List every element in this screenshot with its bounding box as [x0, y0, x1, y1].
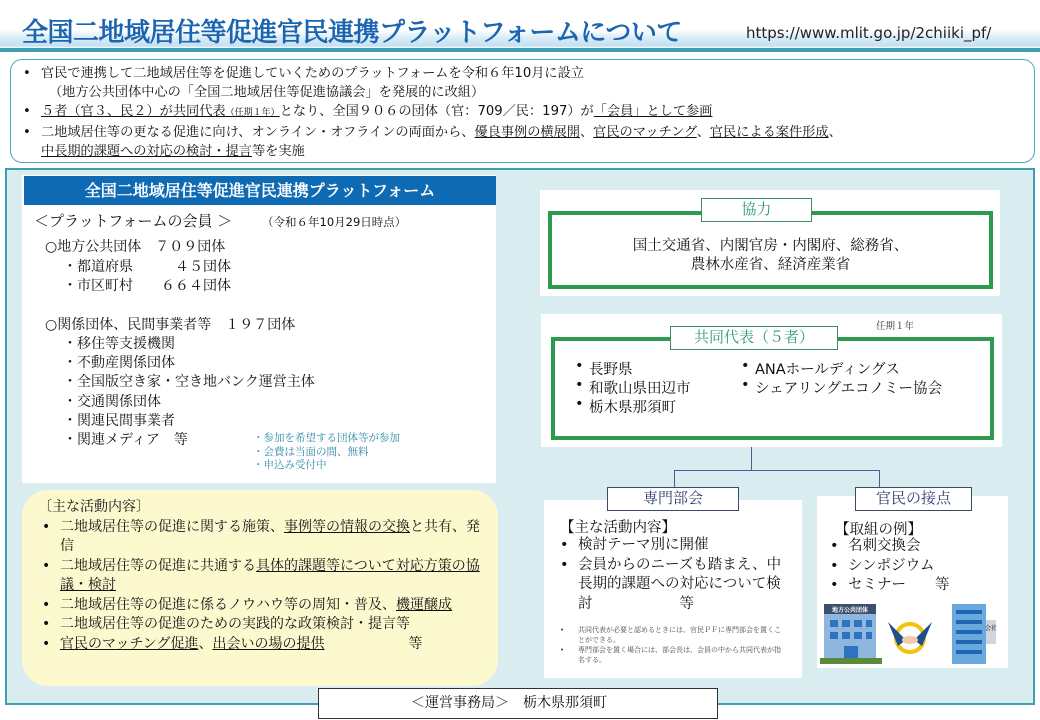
summary-line: [19, 83, 1026, 102]
contact-item: • シンポジウム: [826, 557, 1006, 577]
text-segment: 等を実施: [252, 144, 305, 159]
member-category: ・移住等支援機関: [63, 336, 175, 352]
text-segment: となり、全国９０６の団体（官：709／民：197）が: [279, 104, 594, 119]
connector: [674, 470, 880, 471]
committee-items: [556, 536, 792, 614]
text-segment: （地方公共団体中心の「全国二地域居住等促進協議会」を発展的に改組）: [49, 85, 485, 100]
contact-items: [826, 537, 1006, 596]
committee-notes: [556, 625, 786, 665]
text-segment: 、: [828, 125, 842, 140]
contact-item: • セミナー 等: [826, 576, 1006, 596]
committee-item: • 会員からのニーズも踏まえ、中長期的課題への対応について検討 等: [556, 556, 792, 615]
private-count: ○関係団体、民間事業者等 １９７団体: [45, 317, 296, 333]
member-category: ・交通関係団体: [63, 393, 161, 410]
connector: [674, 470, 675, 488]
activity-item: [38, 635, 484, 655]
member-note: ・申込み受付中: [253, 459, 327, 471]
member-category: ・関連メディア 等: [63, 432, 188, 448]
underlined-text: 事例等の情報の交換: [284, 518, 410, 535]
local-gov-count: ○地方公共団体 ７０９団体: [45, 239, 226, 255]
committee-note: • 共同代表が必要と認めるときには、官民ＰＦに専門部会を置くことができる。: [556, 625, 786, 645]
as-of-date: （令和６年10月29日時点）: [262, 215, 407, 229]
underlined-text: 具体的課題等について対応方策の協議・検討: [60, 557, 480, 593]
activities-box: [22, 490, 498, 686]
cooperation-line2: 農林水産省、経済産業省: [690, 257, 851, 273]
activity-item: [38, 518, 484, 557]
activity-item: [38, 557, 484, 596]
summary-box: [10, 59, 1035, 163]
underlined-text: 機運醸成: [396, 596, 452, 613]
contact-heading: 【取組の例】: [835, 522, 922, 538]
text-segment: 二地域居住等の促進に関する施策、: [60, 518, 284, 535]
building-sign: 地方公共団体: [831, 607, 869, 614]
contact-item: • 名刺交換会: [826, 537, 1006, 557]
text-segment: 、: [579, 125, 594, 140]
prefectures-count: ・都道府県 ４５団体: [63, 259, 231, 275]
text-segment: 官民で連携して二地域居住等を促進していくためのプラットフォームを令和６年10月に設立: [41, 66, 584, 81]
underlined-text: 中長期的課題への対応の検討・提言: [41, 144, 252, 159]
underlined-text: ５者（官３、民２）が共同代表: [41, 104, 226, 119]
term-note: 任期１年: [876, 321, 915, 332]
underlined-text: 官民のマッチング: [593, 125, 697, 140]
committee-item: • 検討テーマ別に開催: [556, 536, 792, 556]
member-note: ・会費は当面の間、無料: [253, 445, 369, 458]
members-subtitle: ＜プラットフォームの会員 ＞: [34, 212, 233, 230]
member-note: ・参加を希望する団体等が参加: [253, 432, 400, 444]
activity-item: [38, 615, 484, 635]
representative: • 栃木県那須町: [571, 396, 676, 417]
committee-label: 専門部会: [607, 487, 739, 511]
representatives-label: 共同代表（５者）: [670, 326, 838, 350]
member-category: ・全国版空き家・空き地バンク運営主体: [63, 374, 315, 391]
cooperation-line1: 国土交通省、内閣官房・内閣府、総務省、: [632, 238, 909, 254]
text-segment: 等: [324, 635, 423, 652]
summary-line: [19, 142, 1026, 161]
summary-line: [19, 102, 1026, 123]
representative: • 長野県: [571, 358, 633, 379]
page-title: 全国二地域居住等促進官民連携プラットフォームについて: [22, 18, 682, 48]
text-segment: 二地域居住等の更なる促進に向け、オンライン・オフラインの両面から、: [41, 125, 475, 140]
text-segment: 、: [198, 635, 213, 652]
underlined-text: 出会いの場の提供: [212, 635, 325, 652]
text-segment: 、: [696, 125, 710, 140]
text-segment: 二地域居住等の促進のための実践的な政策検討・提言等: [60, 616, 410, 632]
committee-heading: 【主な活動内容】: [560, 520, 676, 536]
summary-line: [19, 64, 1026, 83]
underlined-text: （任期１年）: [225, 108, 280, 118]
underlined-text: 「会員」として参画: [593, 104, 713, 119]
contact-label: 官民の接点: [855, 487, 972, 511]
member-category: ・関連民間事業者: [63, 412, 175, 429]
underlined-text: 優良事例の横展開: [474, 125, 580, 140]
municipalities-count: ・市区町村 ６６４団体: [63, 278, 231, 294]
members-heading: 全国二地域居住等促進官民連携プラットフォーム: [24, 176, 496, 205]
secretariat-label: ＜運営事務局＞ 栃木県那須町: [318, 688, 718, 719]
representative: • シェアリングエコノミー協会: [737, 377, 942, 398]
company-sign: 会社: [984, 625, 998, 632]
summary-line: [19, 123, 1026, 142]
representative: • ANAホールディングス: [737, 358, 900, 379]
connector: [751, 447, 752, 470]
committee-note: • 専門部会を置く場合には、部会長は、会員の中から共同代表が指名する。: [556, 645, 786, 665]
text-segment: と共有、発信: [60, 518, 480, 554]
underlined-text: 官民による案件形成: [709, 125, 829, 140]
text-segment: 二地域居住等の促進に共通する: [60, 557, 256, 574]
url-text: https://www.mlit.go.jp/2chiiki_pf/: [746, 24, 992, 42]
member-category: ・不動産関係団体: [63, 355, 175, 372]
connector: [879, 470, 880, 488]
activity-item: [38, 596, 484, 616]
underlined-text: 官民のマッチング促進: [60, 635, 199, 652]
partnership-illustration: [818, 600, 1008, 668]
divider: [0, 48, 1040, 52]
text-segment: 二地域居住等の促進に係るノウハウ等の周知・普及、: [60, 596, 396, 613]
representative: • 和歌山県田辺市: [571, 377, 691, 398]
cooperation-label: 協力: [701, 198, 812, 222]
activities-heading: 〔主な活動内容〕: [38, 499, 150, 515]
